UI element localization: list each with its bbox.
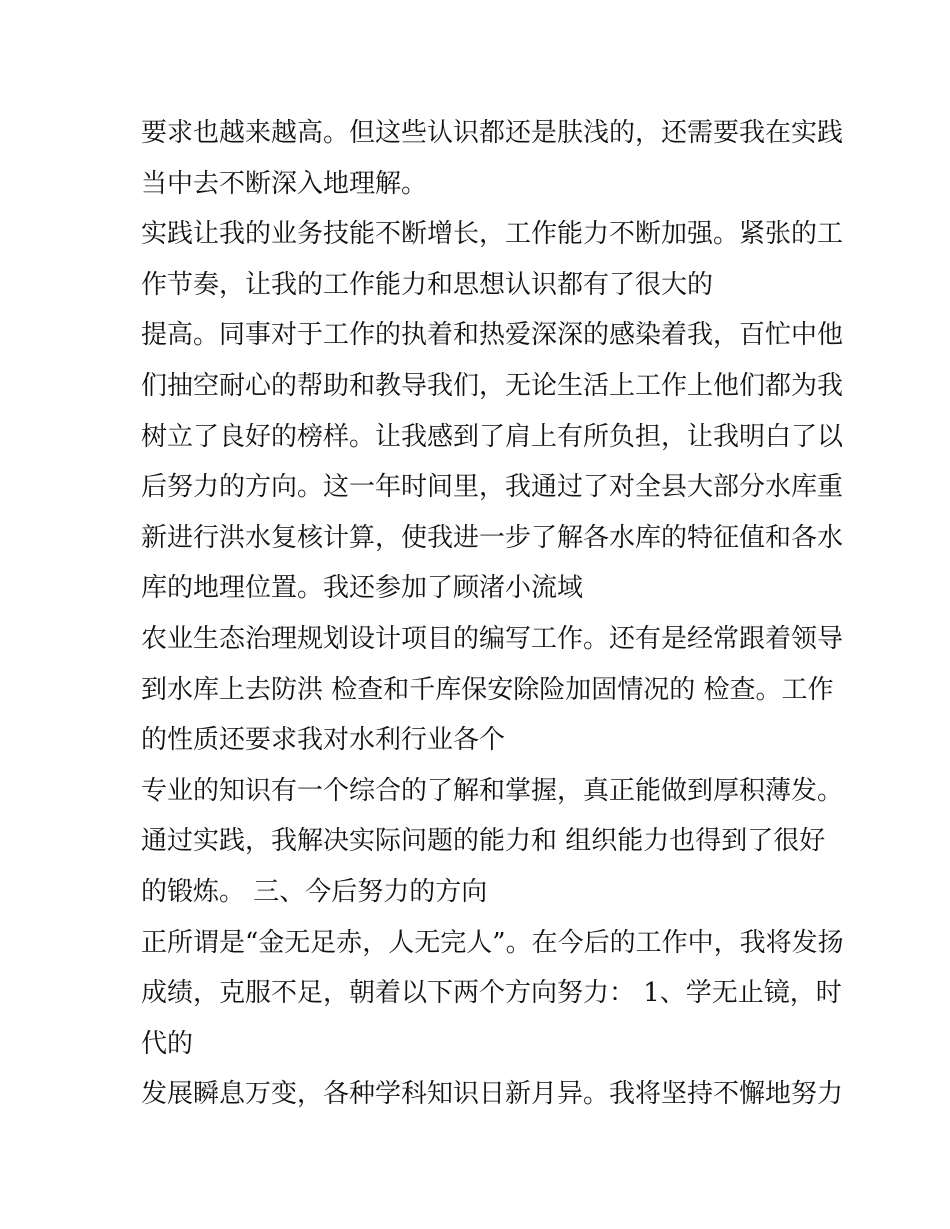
- text-line-4: 作节奏，让我的工作能力和思想认识都有了很大的: [141, 269, 714, 300]
- text-line-11: 农业生态治理规划设计项目的编写工作。还有是经常跟着领导: [141, 623, 844, 654]
- text-line-14: 专业的知识有一个综合的了解和掌握，真正能做到厚积薄发。: [141, 775, 844, 806]
- text-line-9: 新进行洪水复核计算，使我进一步了解各水库的特征值和各水: [141, 522, 844, 553]
- body-text: [141, 108, 844, 1120]
- text-line-10: 库的地理位置。我还参加了顾渚小流域: [141, 573, 584, 604]
- text-line-7: 树立了良好的榜样。让我感到了肩上有所负担，让我明白了以: [141, 421, 844, 452]
- text-line-5: 提高。同事对于工作的执着和热爱深深的感染着我，百忙中他: [141, 320, 844, 351]
- text-line-18: 成绩，克服不足，朝着以下两个方向努力： 1、学无止镜，时: [141, 978, 842, 1009]
- text-line-6: 们抽空耐心的帮助和教导我们，无论生活上工作上他们都为我: [141, 370, 844, 401]
- text-line-17: 正所谓是“金无足赤，人无完人”。在今后的工作中，我将发扬: [141, 927, 844, 958]
- text-line-16: 的锻炼。 三、今后努力的方向: [141, 876, 488, 907]
- text-line-13: 的性质还要求我对水利行业各个: [141, 725, 506, 756]
- text-line-8: 后努力的方向。这一年时间里，我通过了对全县大部分水库重: [141, 472, 844, 503]
- text-line-20: 发展瞬息万变，各种学科知识日新月异。我将坚持不懈地努力: [141, 1079, 844, 1110]
- text-line-2: 当中去不断深入地理解。: [141, 168, 428, 199]
- text-line-12: 到水库上去防洪 检查和千库保安除险加固情况的 检查。工作: [141, 674, 834, 705]
- text-line-19: 代的: [141, 1028, 194, 1059]
- text-line-3: 实践让我的业务技能不断增长，工作能力不断加强。紧张的工: [141, 219, 844, 250]
- text-line-15: 通过实践，我解决实际问题的能力和 组织能力也得到了很好: [141, 826, 826, 857]
- text-line-1: 要求也越来越高。但这些认识都还是肤浅的，还需要我在实践: [141, 118, 844, 148]
